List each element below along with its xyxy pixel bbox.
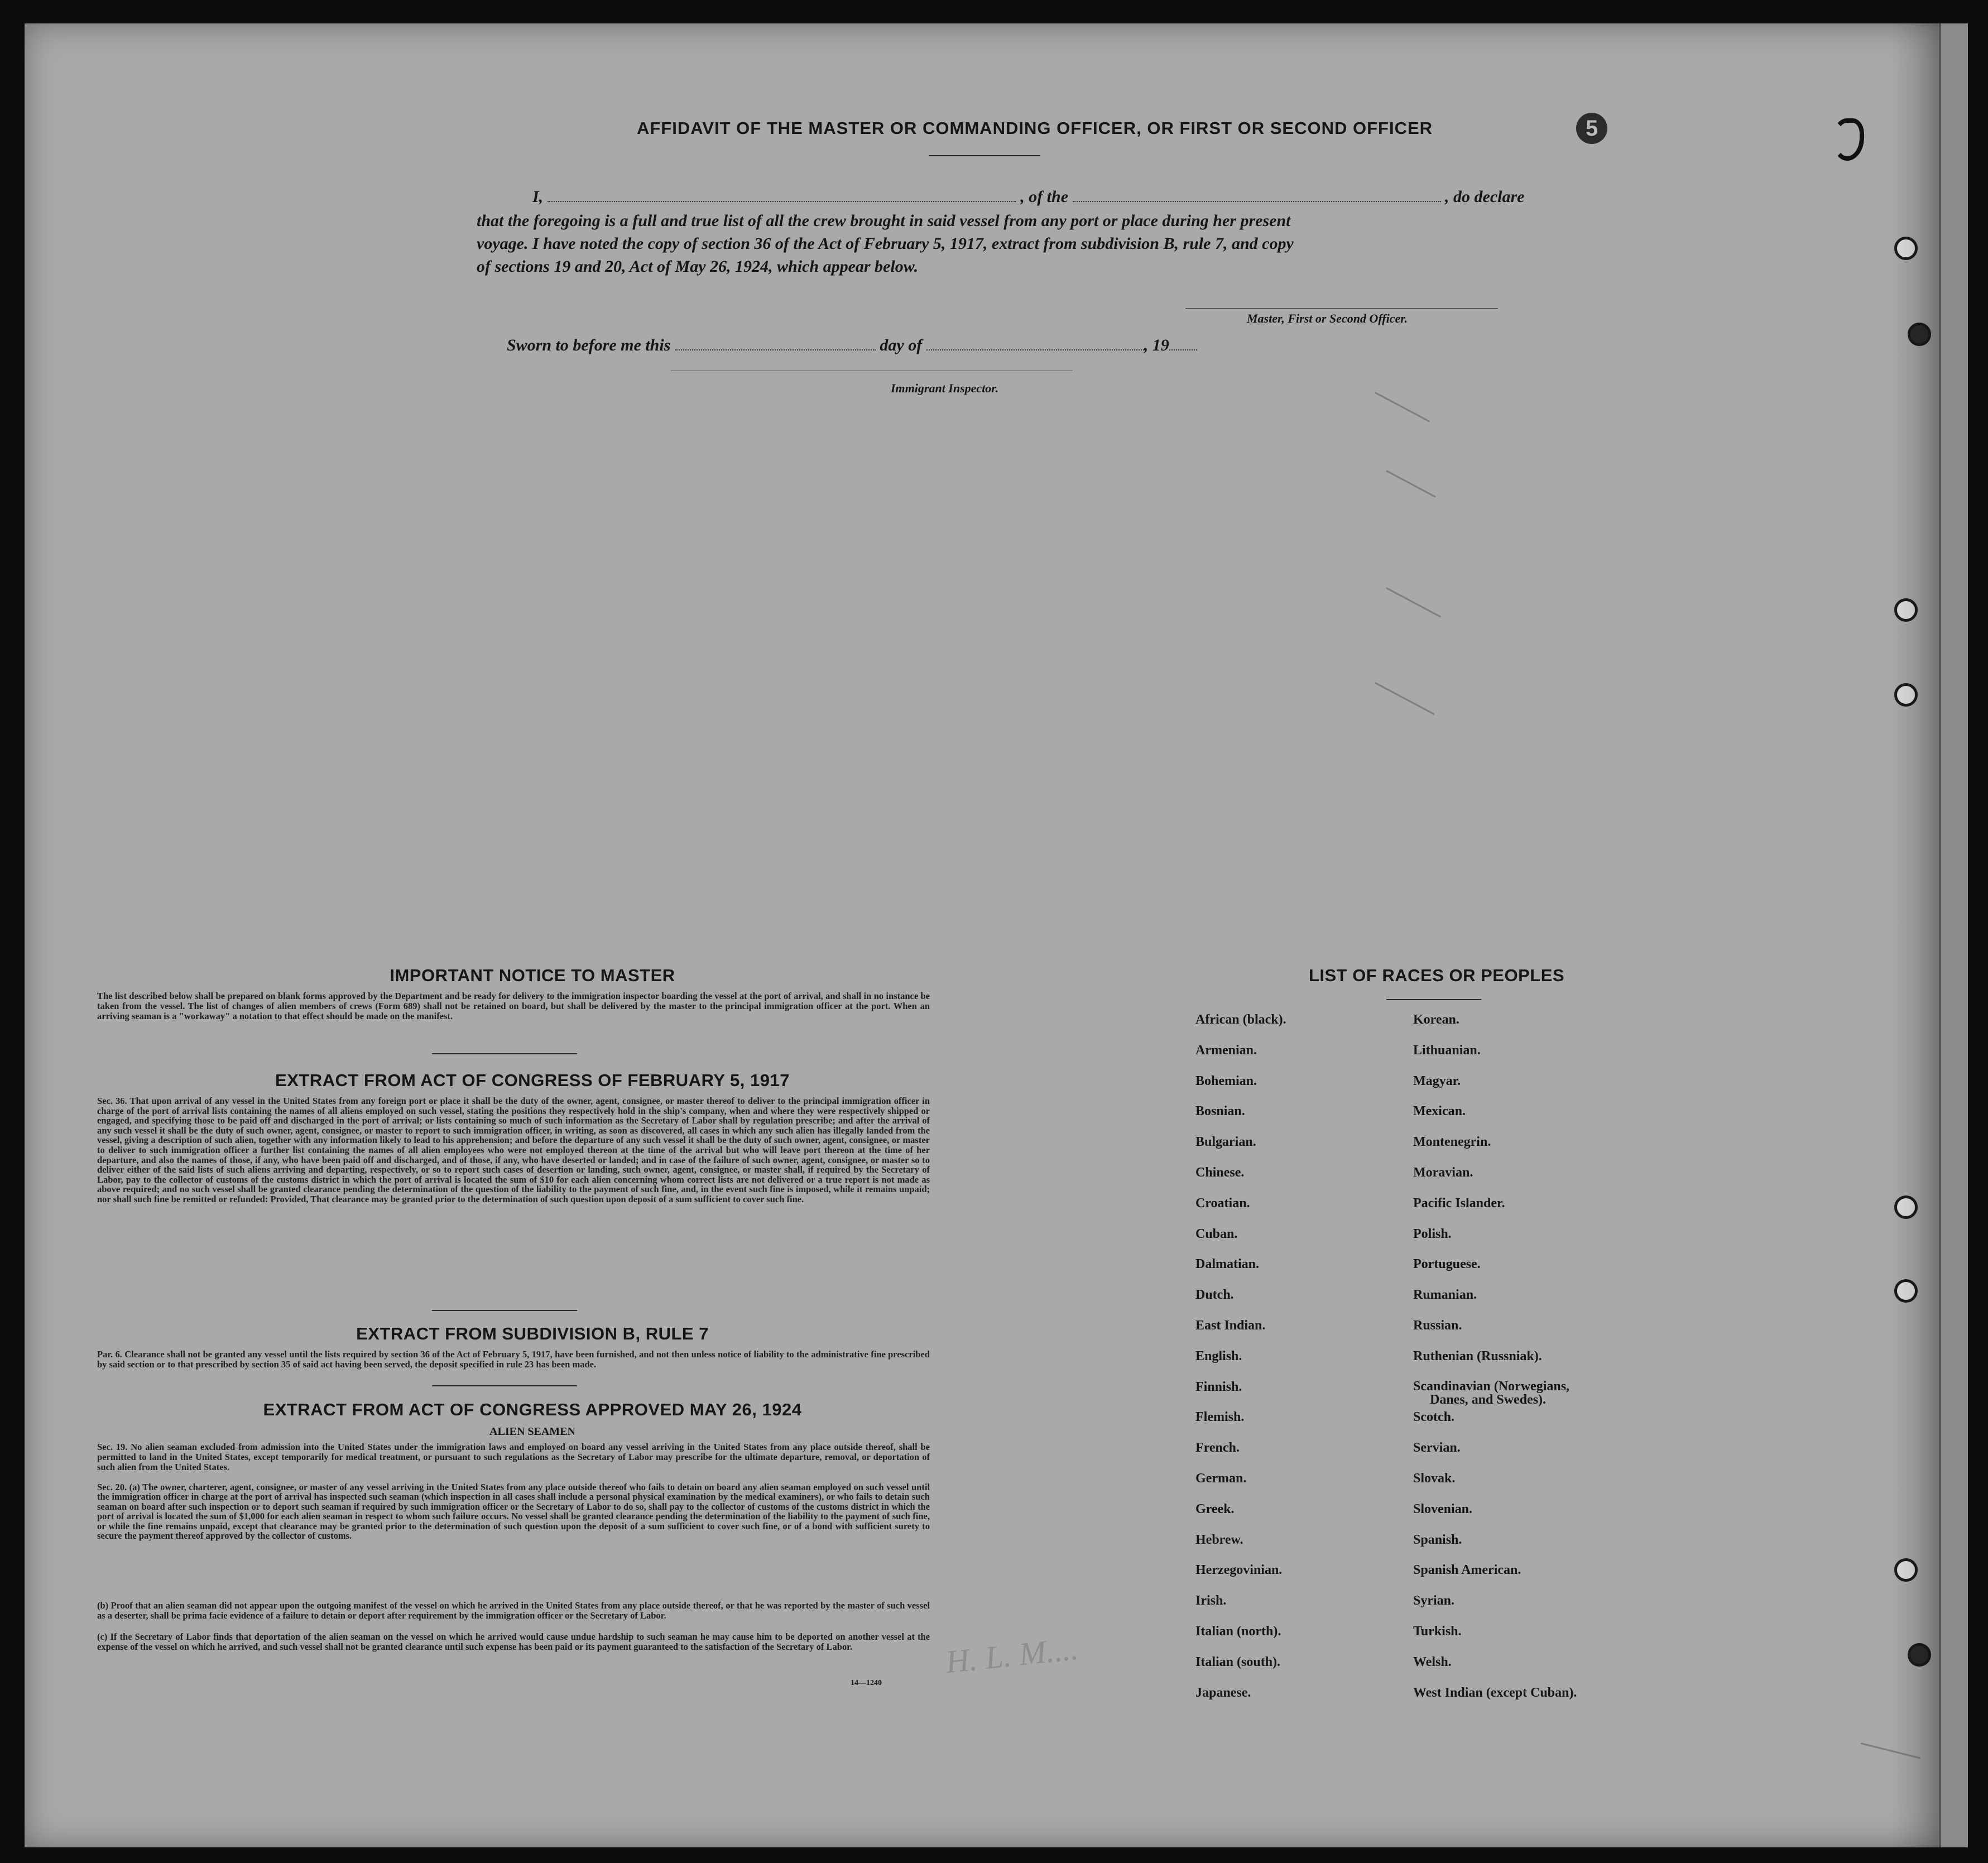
binder-hole: [1894, 683, 1918, 707]
races-rule: [1386, 999, 1481, 1000]
race-item: Italian (south).: [1195, 1654, 1281, 1669]
binding-strip: [1939, 23, 1968, 1847]
sworn-month-field[interactable]: [926, 337, 1144, 350]
race-item: Bohemian.: [1195, 1073, 1257, 1088]
ink-mark: [1833, 118, 1864, 161]
race-item: Turkish.: [1413, 1624, 1462, 1639]
race-item: Spanish American.: [1413, 1563, 1521, 1578]
sworn-year-field[interactable]: [1169, 337, 1197, 350]
races-column-2: [1413, 1012, 1703, 1716]
extract-rule7-text: Par. 6. Clearance shall not be granted any vessel until the lists required by section 36 of the Act of February 5, 1917, have been furnished, and not then unless notice of liability to the administrative fine prescribed by said section or to that prescribed by section 35 of said act having been served, the deposit specified in rule 23 has been made.: [97, 1349, 930, 1370]
affidavit-line-3: voyage. I have noted the copy of section 36 of the Act of February 5, 1917, extract from subdivision B, rule 7, and copy: [477, 234, 1294, 253]
race-item: Servian.: [1413, 1441, 1461, 1456]
race-item: Armenian.: [1195, 1043, 1257, 1058]
binder-hole: [1894, 1195, 1918, 1219]
race-item: Italian (north).: [1195, 1624, 1281, 1639]
race-item: French.: [1195, 1441, 1240, 1456]
extract-1924-title: EXTRACT FROM ACT OF CONGRESS APPROVED MAY 26, 1924: [263, 1400, 802, 1419]
race-item: Chinese.: [1195, 1165, 1245, 1180]
race-item: Lithuanian.: [1413, 1043, 1481, 1058]
race-item: Rumanian.: [1413, 1288, 1477, 1303]
master-signature-line[interactable]: [1185, 308, 1498, 309]
form-number: 14—1240: [851, 1679, 882, 1687]
affidavit-title: AFFIDAVIT OF THE MASTER OR COMMANDING OFFICER, OR FIRST OR SECOND OFFICER: [636, 118, 1433, 138]
extract-1924-sec20c: (c) If the Secretary of Labor finds that deportation of the alien seaman on the vessel on which he arrived would cause undue hardship to such seaman he may cause him to be deported on another vessel at the expense of the vessel on which he arrived, and such vessel shall not be granted clearance until such expense has been paid or its payment guaranteed to the satisfaction of the Secretary of Labor.: [97, 1631, 930, 1652]
race-item: Russian.: [1413, 1318, 1462, 1333]
extract-1924-subtitle: ALIEN SEAMEN: [489, 1425, 575, 1438]
race-item: Japanese.: [1195, 1685, 1251, 1700]
race-item: Bosnian.: [1195, 1104, 1245, 1119]
sworn-line: Sworn to before me this day of , 19: [507, 334, 1322, 357]
race-item: Scotch.: [1413, 1410, 1454, 1425]
document-page: [25, 23, 1939, 1847]
race-item: Pacific Islander.: [1413, 1195, 1505, 1211]
pencil-mark: [1375, 392, 1430, 422]
race-item: West Indian (except Cuban).: [1413, 1685, 1577, 1700]
race-item: Mexican.: [1413, 1104, 1466, 1119]
pencil-mark: [1386, 587, 1441, 617]
race-item: Cuban.: [1195, 1226, 1238, 1241]
vessel-field[interactable]: [1073, 189, 1441, 202]
inspector-caption: Immigrant Inspector.: [891, 381, 999, 395]
master-caption: Master, First or Second Officer.: [1247, 311, 1408, 325]
pencil-mark: [1861, 1742, 1920, 1759]
race-item: Portuguese.: [1413, 1257, 1481, 1272]
binder-hole: [1908, 1643, 1931, 1667]
race-item: Polish.: [1413, 1226, 1452, 1241]
extract-1917-rule: [432, 1310, 577, 1311]
race-item: Bulgarian.: [1195, 1135, 1256, 1150]
race-item: Magyar.: [1413, 1073, 1461, 1088]
races-title: LIST OF RACES OR PEOPLES: [1308, 966, 1565, 985]
race-item: Spanish.: [1413, 1532, 1462, 1547]
handwritten-annotation: H. L. M....: [944, 1630, 1081, 1680]
race-item: Korean.: [1413, 1012, 1459, 1027]
race-item: African (black).: [1195, 1012, 1286, 1027]
extract-1924-sec20a: Sec. 20. (a) The owner, charterer, agent, consignee, or master of any vessel arriving in the United States from any place outside thereof who fails to detain on board any alien seaman employed on such vessel until the immigration officer in charge at the port of arrival has inspected such seaman (which inspection in all cases shall include a personal physical examination by the medical examiners), or who fails to detain such seaman on board after such inspection or to deport such seaman if required by such immigration officer or the Secretary of Labor to do so, shall pay to the collector of customs of the customs district in which the port of arrival is located the sum of $1,000 for each alien seaman in respect to whom such failure occurs. No vessel shall be granted clearance pending the determination of the liability to the payment of such fine, or while the fine remains unpaid, except that clearance may be granted prior to the determination of such question upon the deposit of a sum sufficient to cover such fine, or of a bond with sufficient surety to secure the payment thereof approved by the collector of customs.: [97, 1482, 930, 1542]
binder-hole: [1894, 1279, 1918, 1303]
binder-hole: [1908, 323, 1931, 346]
extract-1917-title: EXTRACT FROM ACT OF CONGRESS OF FEBRUARY 5, 1917: [275, 1070, 790, 1090]
pencil-mark: [1386, 470, 1436, 498]
race-item: Syrian.: [1413, 1593, 1455, 1608]
race-item: Dalmatian.: [1195, 1257, 1259, 1272]
affidavit-line-4: of sections 19 and 20, Act of May 26, 1924, which appear below.: [477, 257, 919, 276]
race-item: Welsh.: [1413, 1654, 1452, 1669]
notice-text: The list described below shall be prepared on blank forms approved by the Department and be ready for delivery to the immigration inspector boarding the vessel at the port of arrival, and shall in no instance be taken from the vessel. The list of changes of alien members of crews (Form 689) shall not be retained on board, but shall be delivered by the master to the principal immigration officer at the port. When an arriving seaman is a "workaway" a notation to that effect should be made on the manifest.: [97, 991, 930, 1021]
race-item: East Indian.: [1195, 1318, 1266, 1333]
race-item: Hebrew.: [1195, 1532, 1243, 1547]
extract-1924-sec19: Sec. 19. No alien seaman excluded from admission into the United States under the immigration laws and employed on board any vessel arriving in the United States from any place outside thereof, shall be permitted to land in the United States, except temporarily for medical treatment, or pursuant to such regulations as the Secretary of Labor may prescribe for the ultimate departure, removal, or deportation of such alien from the United States.: [97, 1442, 930, 1472]
bleed-through: [1587, 414, 1866, 446]
sworn-day-field[interactable]: [675, 337, 876, 350]
race-item: Croatian.: [1195, 1195, 1250, 1211]
extract-rule7-rule: [432, 1385, 577, 1386]
race-item: Moravian.: [1413, 1165, 1473, 1180]
affidavit-line-1: I, , of the , do declare: [532, 188, 1525, 206]
title-rule: [929, 155, 1040, 156]
extract-1917-text: Sec. 36. That upon arrival of any vessel in the United States from any foreign port or place it shall be the duty of the owner, agent, consignee, or master thereof to deliver to the principal immigration officer in charge of the port of arrival lists containing the names of all aliens employed on such vessel, stating the positions they respectively hold in the ship's company, when and where they were respectively shipped or engaged, and specifying those to be paid off and discharged in the port of arrival; or lists containing so much of such information as the Secretary of Labor shall by regulation prescribe; and after the arrival of any such vessel it shall be the duty of such owner, agent, consignee, or master to report to such immigration officer, in writing, as soon as discovered, all cases in which any such alien has illegally landed from the vessel, giving a description of such alien, together with any information likely to lead to his apprehension; and before the departure of any such vessel it shall be the duty of such owner, agent, consignee, or master to deliver to such immigration officer a further list containing the names of all alien employees who were not employed thereon at the time of the arrival but who will leave port thereon at the time of her departure, and also the names of those, if any, who have been paid off and discharged, and of those, if any, who have deserted or landed; and in case of the failure of such owner, agent, consignee, or master so to deliver either of the said lists of such aliens arriving and departing, respectively, or so to report such cases of desertion or landing, such owner, agent, consignee, or master shall, if required by the Secretary of Labor, pay to the collector of customs of the customs district in which the port of arrival is located the sum of $10 for each alien concerning whom correct lists are not delivered or a true report is not made as above required; and no such vessel shall be granted clearance pending the determination of the question of the liability to the payment of such fine, and, in the event such fine is imposed, while it remains unpaid; nor shall such fine be remitted or refunded: Provided, That clearance may be granted prior to the determination of such question upon deposit of a sum sufficient to cover such fine.: [97, 1096, 930, 1204]
race-item: Slovenian.: [1413, 1501, 1473, 1516]
binder-hole: [1894, 598, 1918, 622]
pencil-mark: [1375, 682, 1434, 715]
extract-rule7-title: EXTRACT FROM SUBDIVISION B, RULE 7: [356, 1324, 709, 1343]
race-item: Scandinavian (Norwegians, Danes, and Swedes).: [1413, 1379, 1570, 1407]
race-item: English.: [1195, 1348, 1242, 1363]
name-field[interactable]: [548, 189, 1016, 202]
races-column-1: [1195, 1012, 1402, 1716]
race-item: Finnish.: [1195, 1379, 1242, 1394]
race-item: Slovak.: [1413, 1471, 1456, 1486]
extract-1924-sec20b: (b) Proof that an alien seaman did not appear upon the outgoing manifest of the vessel on which he arrived in the United States from any place outside thereof, or that he was reported by the master of such vessel as a deserter, shall be prima facie evidence of a failure to detain or deport after requirement by the immigration officer or the Secretary of Labor.: [97, 1600, 930, 1621]
binder-hole: [1894, 237, 1918, 260]
race-item: German.: [1195, 1471, 1247, 1486]
affidavit-line-2: that the foregoing is a full and true list of all the crew brought in said vessel from any port or place during her present: [477, 212, 1291, 230]
race-item: Greek.: [1195, 1501, 1235, 1516]
notice-title: IMPORTANT NOTICE TO MASTER: [390, 966, 675, 985]
race-item: Herzegovinian.: [1195, 1563, 1283, 1578]
race-item: Montenegrin.: [1413, 1135, 1491, 1150]
notice-rule: [432, 1053, 577, 1054]
race-item: Flemish.: [1195, 1410, 1245, 1425]
race-item: Dutch.: [1195, 1288, 1234, 1303]
race-item: Irish.: [1195, 1593, 1227, 1608]
binder-hole: [1894, 1558, 1918, 1582]
stamp-number: 5: [1576, 113, 1607, 144]
race-item: Ruthenian (Russniak).: [1413, 1348, 1542, 1363]
